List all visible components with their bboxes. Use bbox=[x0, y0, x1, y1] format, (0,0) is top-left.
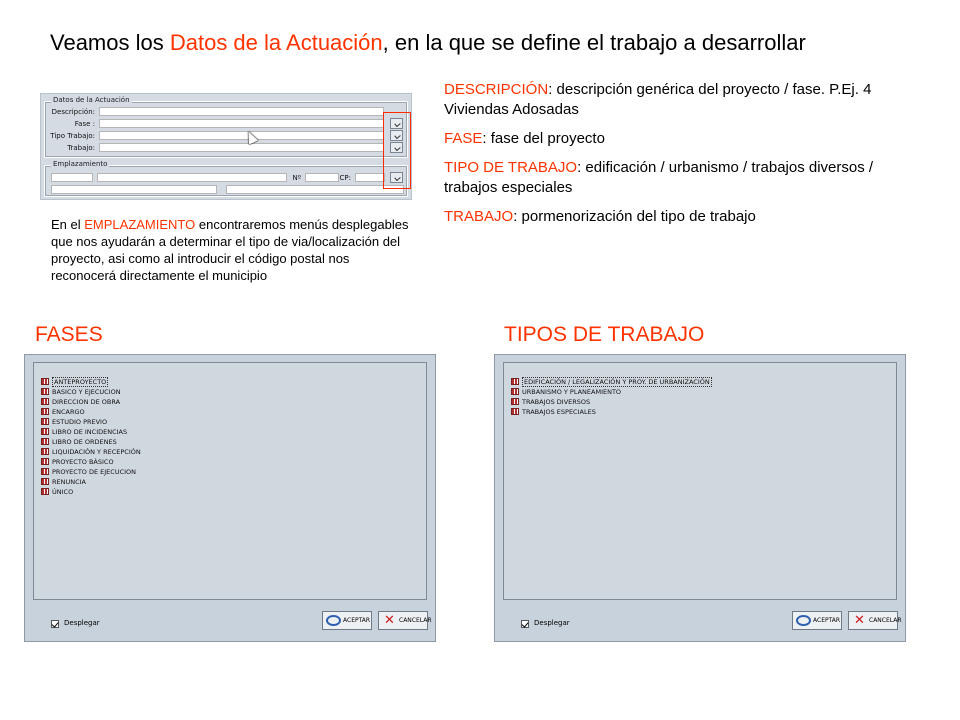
tree-item-edificacion[interactable]: EDIFICACIÓN / LEGALIZACIÓN Y PROY. DE URBANIZACIÓN bbox=[511, 377, 712, 387]
table-icon bbox=[41, 398, 49, 405]
desc-text: : edificación / urbanismo / trabajos diversos / trabajos especiales bbox=[444, 159, 874, 196]
cp-label: CP: bbox=[339, 174, 351, 182]
tree-item-encargo[interactable]: ENCARGO bbox=[41, 407, 85, 417]
tree-item-anteproyecto[interactable]: ANTEPROYECTO bbox=[41, 377, 108, 387]
desc-tipo-trabajo bbox=[444, 158, 884, 198]
provincia-input[interactable] bbox=[226, 185, 404, 194]
field-descriptions bbox=[444, 80, 884, 236]
tree-item-trabajos-especiales[interactable]: TRABAJOS ESPECIALES bbox=[511, 407, 596, 417]
title-highlight: Datos de la Actuación bbox=[169, 30, 383, 55]
desplegar-checkbox[interactable] bbox=[51, 620, 59, 628]
table-icon bbox=[41, 478, 49, 485]
via-name-input[interactable] bbox=[97, 173, 287, 182]
desplegar-checkbox[interactable] bbox=[521, 620, 529, 628]
fases-section-title: FASES bbox=[35, 323, 103, 346]
cancel-label: CANCELAR bbox=[869, 617, 902, 624]
tree-item-libro-ordenes[interactable]: LIBRO DE ORDENES bbox=[41, 437, 117, 447]
table-icon bbox=[41, 468, 49, 475]
tipos-tree-list[interactable] bbox=[503, 362, 897, 600]
desplegar-label: Desplegar bbox=[64, 619, 100, 627]
tree-item-direccion-obra[interactable]: DIRECCION DE OBRA bbox=[41, 397, 120, 407]
cancel-x-icon: ✕ bbox=[854, 613, 865, 628]
accept-icon bbox=[326, 615, 341, 626]
via-type-input[interactable] bbox=[51, 173, 93, 182]
table-icon bbox=[41, 418, 49, 425]
tree-item-proyecto-ejecucion[interactable]: PROYECTO DE EJECUCION bbox=[41, 467, 136, 477]
trabajo-input[interactable] bbox=[99, 143, 384, 152]
note-highlight: EMPLAZAMIENTO bbox=[84, 217, 196, 232]
cancel-button[interactable] bbox=[378, 611, 432, 630]
table-icon bbox=[511, 388, 519, 395]
tree-item-urbanismo[interactable]: URBANISMO Y PLANEAMIENTO bbox=[511, 387, 621, 397]
desc-text: : descripción genérica del proyecto / fase. P.Ej. 4 Viviendas Adosadas bbox=[444, 81, 872, 118]
tipo-trabajo-input[interactable] bbox=[99, 131, 384, 140]
tipo-trabajo-label: Tipo Trabajo: bbox=[50, 132, 95, 140]
desc-text: : pormenorización del tipo de trabajo bbox=[513, 208, 756, 225]
lookup-buttons-highlight bbox=[383, 112, 411, 189]
cancel-label: CANCELAR bbox=[399, 617, 432, 624]
desc-text: : fase del proyecto bbox=[482, 130, 605, 147]
tree-item-unico[interactable]: ÚNICO bbox=[41, 487, 73, 497]
desplegar-label: Desplegar bbox=[534, 619, 570, 627]
tree-item-estudio-previo[interactable]: ESTUDIO PREVIO bbox=[41, 417, 107, 427]
trabajo-label: Trabajo: bbox=[67, 144, 95, 152]
fases-dialog bbox=[24, 354, 436, 642]
desc-term: FASE bbox=[444, 130, 483, 147]
numero-input[interactable] bbox=[305, 173, 339, 182]
title-before: Veamos los bbox=[50, 30, 170, 55]
fase-input[interactable] bbox=[99, 119, 384, 128]
table-icon bbox=[41, 488, 49, 495]
title-after: , en la que se define el trabajo a desarrollar bbox=[382, 30, 806, 55]
table-icon bbox=[41, 438, 49, 445]
accept-label: ACEPTAR bbox=[343, 617, 371, 624]
tree-item-basico-ejecucion[interactable]: BASICO Y EJECUCION bbox=[41, 387, 121, 397]
tree-item-liquidacion-recepcion[interactable]: LIQUIDACIÓN Y RECEPCIÓN bbox=[41, 447, 141, 457]
table-icon bbox=[511, 408, 519, 415]
desc-term: DESCRIPCIÓN bbox=[444, 81, 549, 98]
note-after: encontraremos menús desplegables que nos ayudarán a determinar el tipo de via/localización del proyecto, asi como al introducir el código postal nos reconocerá directamente el municipio bbox=[51, 217, 409, 283]
tree-item-renuncia[interactable]: RENUNCIA bbox=[41, 477, 86, 487]
desc-term: TIPO DE TRABAJO bbox=[444, 159, 578, 176]
cancel-button[interactable] bbox=[848, 611, 902, 630]
numero-label: Nº bbox=[292, 174, 301, 182]
table-icon bbox=[41, 388, 49, 395]
table-icon bbox=[41, 448, 49, 455]
table-icon bbox=[41, 408, 49, 415]
note-before: En el bbox=[51, 217, 85, 232]
municipio-input[interactable] bbox=[51, 185, 217, 194]
fases-tree-list[interactable] bbox=[33, 362, 427, 600]
datos-actuacion-group-title: Datos de la Actuación bbox=[53, 96, 130, 104]
datos-actuacion-panel bbox=[40, 93, 412, 200]
cancel-x-icon: ✕ bbox=[384, 613, 395, 628]
tree-item-trabajos-diversos[interactable]: TRABAJOS DIVERSOS bbox=[511, 397, 590, 407]
accept-button[interactable] bbox=[792, 611, 842, 630]
desc-descripcion bbox=[444, 80, 884, 120]
tipos-section-title: TIPOS DE TRABAJO bbox=[504, 323, 705, 346]
tree-item-libro-incidencias[interactable]: LIBRO DE INCIDENCIAS bbox=[41, 427, 127, 437]
fase-label: Fase : bbox=[74, 120, 95, 128]
cp-input[interactable] bbox=[355, 173, 385, 182]
table-icon bbox=[511, 378, 519, 385]
desc-fase bbox=[444, 129, 884, 149]
slide-title bbox=[50, 30, 806, 56]
accept-button[interactable] bbox=[322, 611, 372, 630]
descripcion-input[interactable] bbox=[99, 107, 384, 116]
accept-icon bbox=[796, 615, 811, 626]
accept-label: ACEPTAR bbox=[813, 617, 841, 624]
desc-trabajo bbox=[444, 207, 884, 227]
emplazamiento-note bbox=[51, 216, 411, 284]
tipos-trabajo-dialog bbox=[494, 354, 906, 642]
table-icon bbox=[41, 378, 49, 385]
table-icon bbox=[41, 428, 49, 435]
tree-item-proyecto-basico[interactable]: PROYECTO BÁSICO bbox=[41, 457, 114, 467]
descripcion-label: Descripción: bbox=[51, 108, 95, 116]
table-icon bbox=[511, 398, 519, 405]
desc-term: TRABAJO bbox=[444, 208, 514, 225]
emplazamiento-group-title: Emplazamiento bbox=[53, 160, 108, 168]
table-icon bbox=[41, 458, 49, 465]
